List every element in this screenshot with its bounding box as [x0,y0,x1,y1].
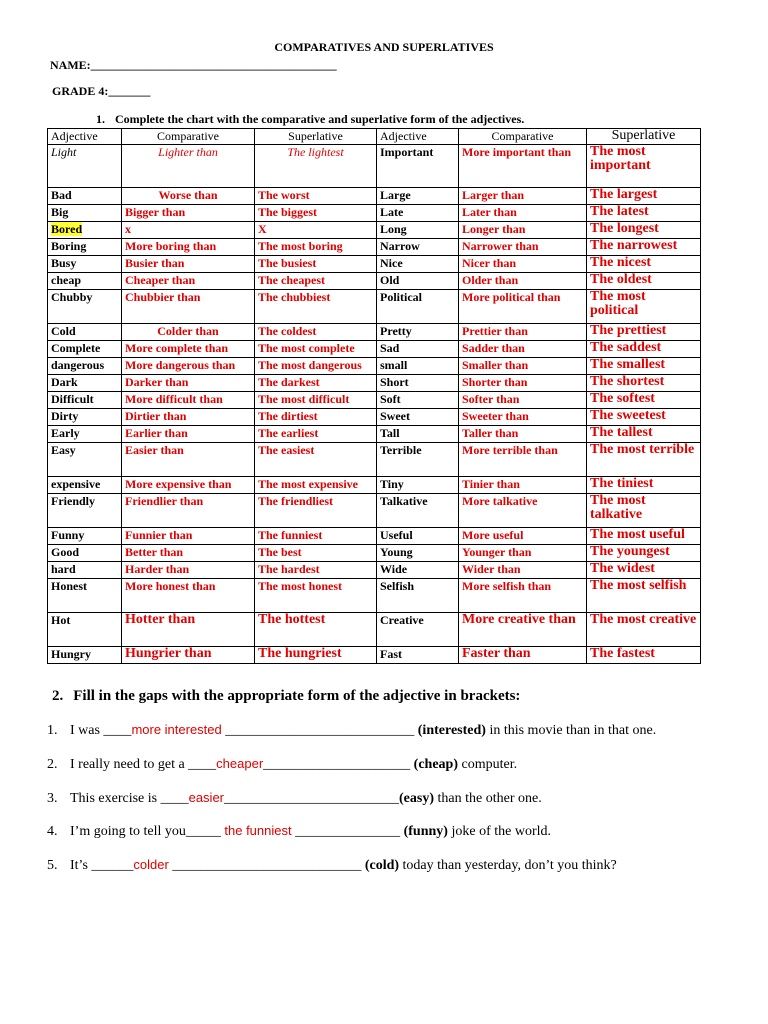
sentence-number: 3. [47,791,58,806]
table-row [48,443,701,477]
adjective-cell: Tall [377,426,459,443]
adjective-cell: Early [48,426,122,443]
superlative-cell: The smallest [587,358,701,375]
adjective-cell: Good [48,545,122,562]
table-row [48,239,701,256]
superlative-cell: The most expensive [255,477,377,494]
adjective-cell: Old [377,273,459,290]
adjective-cell: Dark [48,375,122,392]
superlative-cell: The busiest [255,256,377,273]
answer-text: cheaper [216,756,264,771]
superlative-cell: The most dangerous [255,358,377,375]
adjective-cell: Boring [48,239,122,256]
superlative-cell: The most difficult [255,392,377,409]
comparative-cell: x [122,222,255,239]
comparative-cell: Shorter than [459,375,587,392]
comparative-cell: More difficult than [122,392,255,409]
exercise2-number: 2. [52,688,64,704]
adjective-cell: Sad [377,341,459,358]
highlighted-word: Bored [51,222,83,236]
superlative-cell: The shortest [587,375,701,392]
adjective-cell: Fast [377,647,459,664]
bracket-word: (cheap) [413,757,458,772]
superlative-cell: The tallest [587,426,701,443]
superlative-cell: The hungriest [255,647,377,664]
grade-field: GRADE 4:_______ [52,84,151,98]
adjective-cell [48,222,122,239]
superlative-cell: The oldest [587,273,701,290]
superlative-cell: The friendliest [255,494,377,528]
bracket-word: (cold) [364,858,400,873]
superlative-cell: The worst [255,188,377,205]
gap-sentence [47,722,656,739]
bracket-word: (funny) [403,824,448,839]
header-comparative: Comparative [459,129,587,145]
adjective-cell: Dirty [48,409,122,426]
bracket-word: (easy) [399,791,435,806]
exercise1-text: Complete the chart with the comparative and superlative form of the adjectives. [115,112,525,126]
adjective-cell: Selfish [377,579,459,613]
comparative-cell: Taller than [459,426,587,443]
table-row [48,188,701,205]
adjective-cell: Busy [48,256,122,273]
comparative-cell: Darker than [122,375,255,392]
header-adjective: Adjective [377,129,459,145]
table-row [48,205,701,222]
superlative-cell: The darkest [255,375,377,392]
superlative-cell: The tiniest [587,477,701,494]
comparative-cell: Easier than [122,443,255,477]
comparative-cell: More important than [459,145,587,188]
comparative-cell: Narrower than [459,239,587,256]
comparative-cell: Sweeter than [459,409,587,426]
comparative-cell: Dirtier than [122,409,255,426]
table-row [48,358,701,375]
comparative-cell: More talkative [459,494,587,528]
header-superlative: Superlative [587,129,701,145]
adjective-cell: Easy [48,443,122,477]
adjective-cell: Nice [377,256,459,273]
table-row [48,613,701,647]
sentence-end: computer. [457,757,518,772]
superlative-cell: The largest [587,188,701,205]
comparative-cell: Prettier than [459,324,587,341]
comparative-cell: More boring than [122,239,255,256]
name-field: NAME:_________________________________________ [50,58,337,72]
exercise1-instruction [96,112,524,127]
exercise1-number: 1. [96,112,105,126]
superlative-cell: The widest [587,562,701,579]
gap-sentence [47,756,517,773]
adjective-cell: Friendly [48,494,122,528]
adjective-cell: cheap [48,273,122,290]
table-row [48,273,701,290]
superlative-cell: The hottest [255,613,377,647]
superlative-cell: The latest [587,205,701,222]
sentence-end: in this movie than in that one. [485,723,657,738]
superlative-cell: The sweetest [587,409,701,426]
adjective-cell: Creative [377,613,459,647]
superlative-cell: X [255,222,377,239]
sentence-number: 5. [47,858,58,873]
adjective-cell: Narrow [377,239,459,256]
adjective-cell: Tiny [377,477,459,494]
blank-line: ___________________________ [168,858,365,873]
answer-text: colder [133,857,169,872]
comparative-cell: More expensive than [122,477,255,494]
comparative-cell: Longer than [459,222,587,239]
table-row [48,222,701,239]
superlative-cell: The narrowest [587,239,701,256]
adjective-cell: hard [48,562,122,579]
superlative-cell: The best [255,545,377,562]
comparative-cell: More useful [459,528,587,545]
adjective-cell: Political [377,290,459,324]
comparative-cell: Friendlier than [122,494,255,528]
superlative-cell: The most selfish [587,579,701,613]
superlative-cell: The most terrible [587,443,701,477]
superlative-cell: The most creative [587,613,701,647]
blank-line: _____________________ [263,757,414,772]
sentence-end: today than yesterday, don’t you think? [399,858,617,873]
sentence-number: 4. [47,824,58,839]
comparative-cell: Softer than [459,392,587,409]
answer-text: more interested [131,722,222,737]
comparative-cell: Colder than [122,324,255,341]
answer-text: the funniest [224,823,292,838]
superlative-cell: The most important [587,145,701,188]
table-row [48,426,701,443]
superlative-cell: The coldest [255,324,377,341]
superlative-cell: The youngest [587,545,701,562]
sentence-start: I’m going to tell you_____ [70,824,225,839]
adjective-cell: Pretty [377,324,459,341]
comparative-cell: Nicer than [459,256,587,273]
adjective-cell: Complete [48,341,122,358]
comparative-cell: More complete than [122,341,255,358]
adjective-cell: Young [377,545,459,562]
superlative-cell: The easiest [255,443,377,477]
superlative-cell: The funniest [255,528,377,545]
adjective-cell: Terrible [377,443,459,477]
adjective-cell: Late [377,205,459,222]
comparative-cell: Worse than [122,188,255,205]
adjective-chart [47,128,701,664]
comparative-cell: More honest than [122,579,255,613]
superlative-cell: The saddest [587,341,701,358]
table-row [48,256,701,273]
adjective-cell: Wide [377,562,459,579]
comparative-cell: Harder than [122,562,255,579]
table-row [48,324,701,341]
sentence-number: 2. [47,757,58,772]
adjective-cell: Funny [48,528,122,545]
adjective-cell: Soft [377,392,459,409]
comparative-cell: More selfish than [459,579,587,613]
adjective-cell: Hungry [48,647,122,664]
comparative-cell: Funnier than [122,528,255,545]
bracket-word: (interested) [417,723,486,738]
blank-line: _________________________ [224,791,400,806]
comparative-cell: Bigger than [122,205,255,222]
table-row [48,392,701,409]
adjective-cell: expensive [48,477,122,494]
adjective-cell: Large [377,188,459,205]
superlative-cell: The dirtiest [255,409,377,426]
superlative-cell: The most useful [587,528,701,545]
comparative-cell: Earlier than [122,426,255,443]
comparative-cell: More political than [459,290,587,324]
superlative-cell: The earliest [255,426,377,443]
adjective-cell: Chubby [48,290,122,324]
answer-text: easier [188,790,225,805]
comparative-cell: More creative than [459,613,587,647]
table-row [48,409,701,426]
superlative-cell: The most political [587,290,701,324]
table-row [48,477,701,494]
superlative-cell: The fastest [587,647,701,664]
adjective-cell: dangerous [48,358,122,375]
adjective-cell: Long [377,222,459,239]
adjective-cell: Useful [377,528,459,545]
table-row [48,647,701,664]
blank-line: ___________________________ [221,723,418,738]
superlative-cell: The biggest [255,205,377,222]
adjective-cell: Hot [48,613,122,647]
adjective-cell: Bad [48,188,122,205]
gap-sentence [47,790,542,807]
superlative-cell: The most complete [255,341,377,358]
table-row [48,562,701,579]
sentence-start: I really need to get a ____ [70,757,217,772]
adjective-cell: Difficult [48,392,122,409]
superlative-cell: The most honest [255,579,377,613]
comparative-cell: Better than [122,545,255,562]
adjective-cell: small [377,358,459,375]
header-superlative: Superlative [255,129,377,145]
blank-line: _______________ [291,824,404,839]
adjective-cell: Cold [48,324,122,341]
sentence-end: than the other one. [434,791,542,806]
comparative-cell: Tinier than [459,477,587,494]
table-row [48,545,701,562]
adjective-cell: Big [48,205,122,222]
adjective-cell: Short [377,375,459,392]
superlative-cell: The most talkative [587,494,701,528]
comparative-cell: Larger than [459,188,587,205]
exercise2-text: Fill in the gaps with the appropriate form of the adjective in brackets: [73,688,521,704]
comparative-cell: Chubbier than [122,290,255,324]
exercise2-instruction [52,688,520,705]
table-row [48,375,701,392]
comparative-cell: Sadder than [459,341,587,358]
sentence-number: 1. [47,723,58,738]
table-row [48,579,701,613]
worksheet-title: COMPARATIVES AND SUPERLATIVES [274,40,494,54]
sentence-start: This exercise is ____ [70,791,189,806]
comparative-cell: Busier than [122,256,255,273]
comparative-cell: Younger than [459,545,587,562]
table-row [48,494,701,528]
adjective-cell: Honest [48,579,122,613]
comparative-cell: Lighter than [122,145,255,188]
comparative-cell: More dangerous than [122,358,255,375]
superlative-cell: The softest [587,392,701,409]
adjective-cell: Talkative [377,494,459,528]
comparative-cell: Later than [459,205,587,222]
superlative-cell: The prettiest [587,324,701,341]
sentence-end: joke of the world. [447,824,551,839]
sentence-start: It’s ______ [70,858,134,873]
table-row [48,528,701,545]
gap-sentence [47,823,551,840]
superlative-cell: The chubbiest [255,290,377,324]
superlative-cell: The hardest [255,562,377,579]
adjective-cell: Light [48,145,122,188]
comparative-cell: Faster than [459,647,587,664]
comparative-cell: Wider than [459,562,587,579]
comparative-cell: Hungrier than [122,647,255,664]
comparative-cell: More terrible than [459,443,587,477]
gap-sentence [47,857,617,874]
chart-header-row [48,129,701,145]
table-row [48,341,701,358]
superlative-cell: The cheapest [255,273,377,290]
superlative-cell: The lightest [255,145,377,188]
superlative-cell: The most boring [255,239,377,256]
adjective-cell: Sweet [377,409,459,426]
superlative-cell: The nicest [587,256,701,273]
adjective-cell: Important [377,145,459,188]
header-adjective: Adjective [48,129,122,145]
comparative-cell: Cheaper than [122,273,255,290]
comparative-cell: Hotter than [122,613,255,647]
table-row [48,145,701,188]
table-row [48,290,701,324]
comparative-cell: Smaller than [459,358,587,375]
comparative-cell: Older than [459,273,587,290]
superlative-cell: The longest [587,222,701,239]
sentence-start: I was ____ [70,723,132,738]
header-comparative: Comparative [122,129,255,145]
